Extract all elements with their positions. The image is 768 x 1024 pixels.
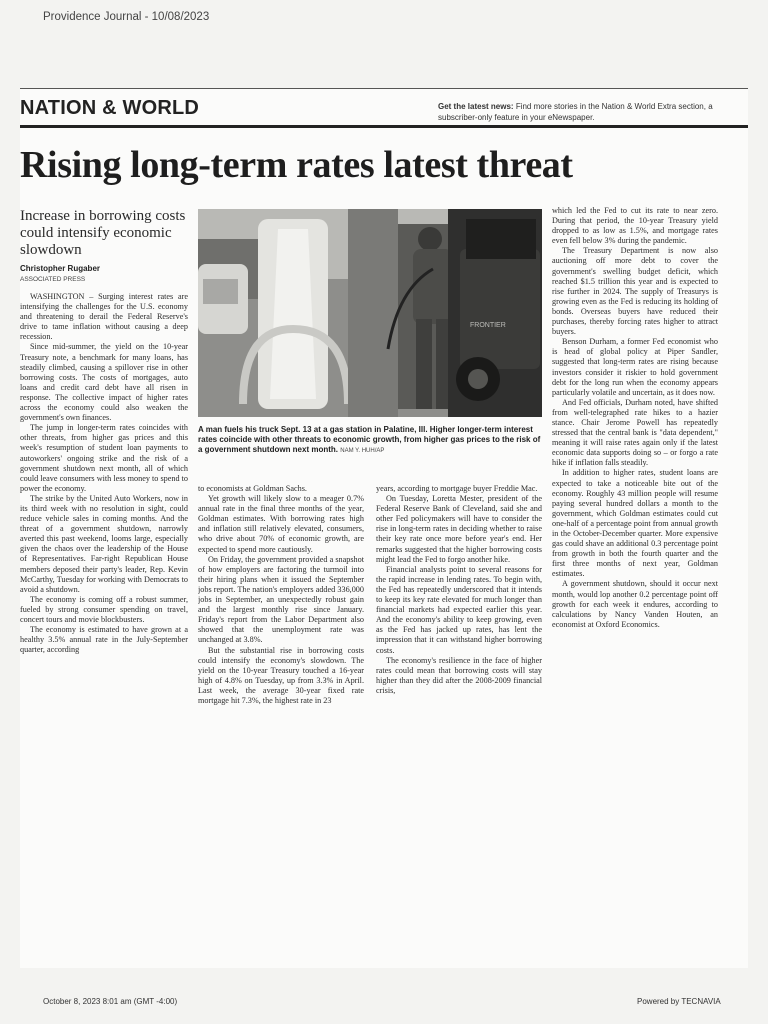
article-column-2 xyxy=(198,484,364,864)
caption-text: A man fuels his truck Sept. 13 at a gas station in Palatine, Ill. Higher longer-term interest rates coincide with other threats to economic growth, from higher gas prices to the risk of a government shutdown next month. xyxy=(198,425,541,454)
paragraph: And Fed officials, Durham noted, have shifted from well-telegraphed rate hikes to a hazier stance. Chair Jerome Powell has repeatedly stressed that the central bank is "data dependent," meaning it will raise rates again only if the latest economic data supports doing so – or forgo a rate hike if inflation falls steadily. xyxy=(552,397,718,468)
paragraph: Financial analysts point to several reasons for the rapid increase in lending rates. To begin with, the Fed has repeatedly underscored that it intends to keep its key rate elevated for much longer than financial markets had expected earlier this year. And the economy's ability to keep growing, even as the Fed has jacked up rates, has lent the impression that it can withstand higher borrowing costs. xyxy=(376,564,542,655)
paragraph: to economists at Goldman Sachs. xyxy=(198,484,307,493)
paragraph: WASHINGTON – Surging interest rates are intensifying the challenges for the U.S. economy and threatening to derail the Federal Reserve's drive to tame inflation without causing a deep recession. xyxy=(20,292,188,342)
deck: Increase in borrowing costs could intensify economic slowdown xyxy=(20,208,186,258)
paragraph: The economy is coming off a robust summer, fueled by strong consumer spending on travel, concert tours and movie blockbusters. xyxy=(20,594,188,624)
paragraph: In addition to higher rates, student loans are expected to take a noticeable bite out of the economy. Roughly 43 million people will resume paying several hundred dollars a month to the government, which Goldman estimates could cut one-half of a percentage point from annual growth in the October-December quarter. More expensive gas could shave an additional 0.3 percentage point from growth in both the fourth quarter and the first three months of next year, Goldman estimates. xyxy=(552,468,718,579)
paragraph: Benson Durham, a former Fed economist who is head of global policy at Piper Sandler, suggested that long-term rates are rising because investors consider it riskier to hold government debt for the long run when the economy appears particularly volatile and uncertain, as it does now. xyxy=(552,337,718,397)
truck-badge: FRONTIER xyxy=(470,322,506,329)
photo-caption xyxy=(198,425,542,456)
paragraph: years, according to mortgage buyer Freddie Mac. xyxy=(376,484,538,493)
footer-powered: Powered by TECNAVIA xyxy=(637,997,721,1006)
photo-image xyxy=(198,209,542,417)
headline: Rising long-term rates latest threat xyxy=(20,144,573,186)
agency: ASSOCIATED PRESS xyxy=(20,276,86,283)
article-column-3 xyxy=(376,484,542,864)
paragraph: But the substantial rise in borrowing costs could intensify the economy's slowdown. The yield on the 10-year Treasury touched a 16-year high of 4.8% on Tuesday, up from 3.3% in April. Last week, the average 30-year fixed rate mortgage hit 7.3%, the highest rate in 23 xyxy=(198,645,364,705)
promo-text xyxy=(438,101,738,123)
paragraph: The economy's resilience in the face of higher rates could mean that borrowing costs will stay higher than they did after the 2008-2009 financial crisis, xyxy=(376,655,542,695)
paragraph: The strike by the United Auto Workers, now in its third week with no resolution in sight, could reduce vehicle sales in coming months. And the threat of a government shutdown, narrowly averted this past weekend, looms large, especially given the chaos over the leadership of the House of Representatives. Far-right Republican House members deposed their party's leader, Rep. Kevin McCarthy, Tuesday for working with Democrats to avoid a shutdown. xyxy=(20,493,188,594)
newspaper-page xyxy=(20,88,748,968)
paragraph: On Friday, the government provided a snapshot of how employers are factoring the turmoil into their hiring plans when it issued the September jobs report. The nation's employers added 336,000 jobs in September, an unexpectedly robust gain and the largest monthly rise since January. Friday's report from the Labor Department also showed that the unemployment rate was unchanged at 3.8%. xyxy=(198,554,364,645)
section-rule xyxy=(20,125,748,128)
paragraph: The Treasury Department is now also auctioning off more debt to cover the government's swelling budget deficit, which reached $1.5 trillion this year and is expected to rise further in 2024. The supply of Treasurys is growing even as the Fed is reducing its holding of bonds. Overseas buyers have reduced their purchases, thereby forcing rates higher to attract buyers. xyxy=(552,246,718,337)
paragraph: The economy is estimated to have grown at a healthy 3.5% annual rate in the July-September quarter, according xyxy=(20,625,188,655)
byline: Christopher Rugaber xyxy=(20,264,101,273)
paragraph: which led the Fed to cut its rate to near zero. During that period, the 10-year Treasury yield dropped to as low as 1.5%, and mortgage rates even fell below 3% during the pandemic. xyxy=(552,206,718,246)
paragraph: The jump in longer-term rates coincides with other threats, from higher gas prices and this week's resumption of student loan payments to autoworkers' ongoing strike and the risk of a government shutdown next month, all of which could leave consumers with less money to spend to power the economy. xyxy=(20,423,188,493)
paragraph: A government shutdown, should it occur next month, would lop another 0.2 percentage point off growth for each week it endures, according to calculations by Nancy Vanden Houten, an economist at Oxford Economics. xyxy=(552,579,718,629)
paragraph: Yet growth will likely slow to a meager 0.7% annual rate in the final three months of the year, Goldman estimates. With borrowing rates high and inflation still relatively elevated, consumers, who drive about 70% of economic growth, are expected to spend more cautiously. xyxy=(198,494,364,554)
article-column-4 xyxy=(552,206,718,866)
photo-gas-station xyxy=(198,209,542,417)
source-line: Providence Journal - 10/08/2023 xyxy=(43,11,210,23)
article-column-1 xyxy=(20,292,188,864)
paragraph: Since mid-summer, the yield on the 10-year Treasury note, a benchmark for many loans, has steadily climbed, causing a spillover rise in other borrowing costs. The costs of mortgages, auto loans and credit card debt have all risen in response. The collective impact of higher rates across the economy could also weaken the government's own finances. xyxy=(20,342,188,423)
promo-body: Find more stories in the Nation & World Extra section, a subscriber-only feature in your eNewspaper. xyxy=(438,102,713,122)
promo-lead: Get the latest news: xyxy=(438,102,514,111)
photo-credit: NAM Y. HUH/AP xyxy=(340,448,385,454)
top-rule xyxy=(20,88,748,89)
section-label: NATION & WORLD xyxy=(20,97,200,119)
footer-date: October 8, 2023 8:01 am (GMT -4:00) xyxy=(43,997,178,1006)
paragraph: On Tuesday, Loretta Mester, president of the Federal Reserve Bank of Cleveland, said she and other Fed policymakers will have to consider the rise in long-term rates in deciding whether to raise their key rate once more before year's end. Her remarks suggested that the higher borrowing costs might lead the Fed to forgo another hike. xyxy=(376,494,542,564)
